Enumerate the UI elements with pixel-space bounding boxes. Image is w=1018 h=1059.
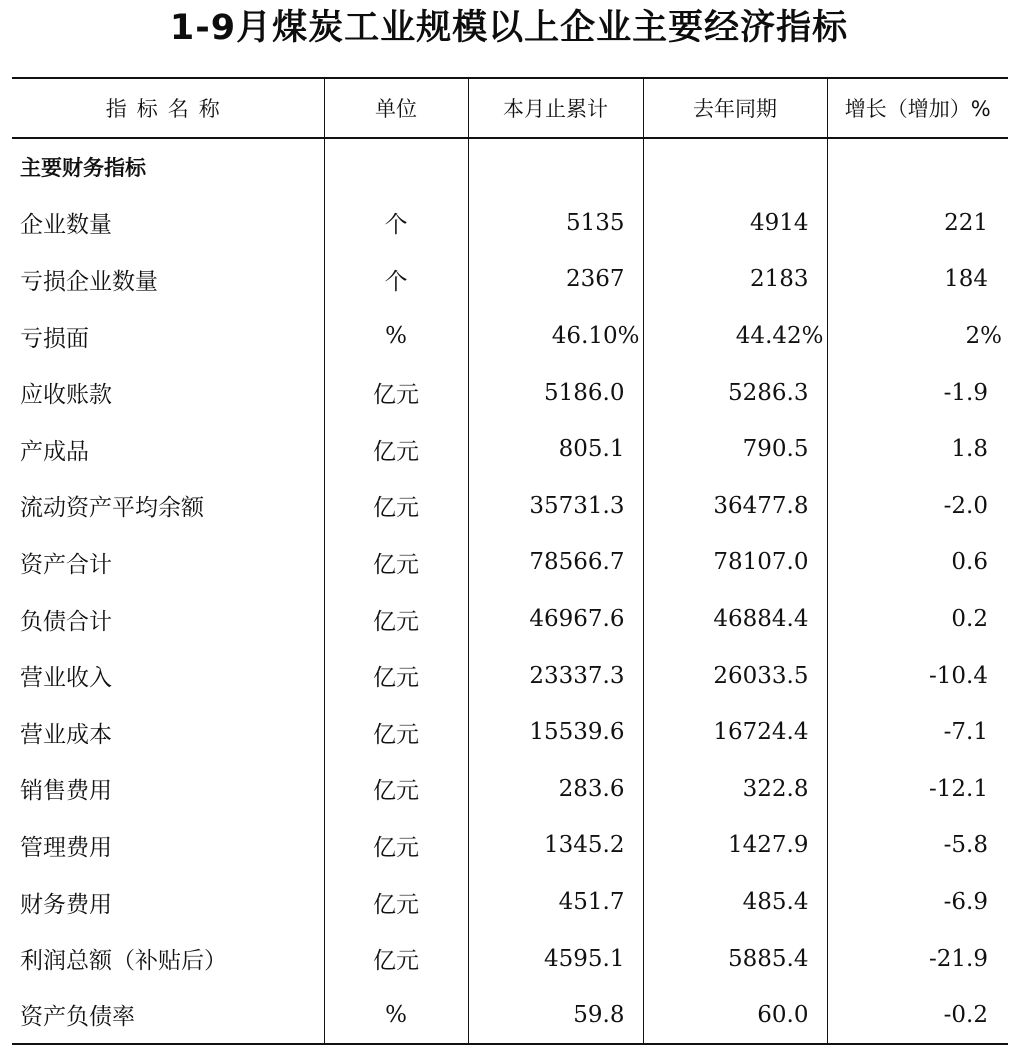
indicator-name: 流动资产平均余额 <box>20 495 204 522</box>
table-row <box>12 761 1008 818</box>
unit-cell: 个 <box>324 251 468 308</box>
unit-cell: 亿元 <box>324 591 468 648</box>
current-value: 1345.2 <box>468 817 643 874</box>
change-value: 1.8 <box>827 421 1008 478</box>
change-value: -21.9 <box>827 930 1008 987</box>
unit-cell: 亿元 <box>324 817 468 874</box>
change-value: -2.0 <box>827 478 1008 535</box>
current-value: 5135 <box>468 195 643 252</box>
page-title: 1-9月煤炭工业规模以上企业主要经济指标 <box>169 8 849 48</box>
section-row <box>12 138 1008 195</box>
unit-cell: 亿元 <box>324 534 468 591</box>
unit-cell: 亿元 <box>324 761 468 818</box>
change-value: -1.9 <box>827 364 1008 421</box>
table-row <box>12 647 1008 704</box>
prior-value: 1427.9 <box>643 817 827 874</box>
table-row <box>12 195 1008 252</box>
indicator-name: 利润总额（补贴后） <box>20 948 227 975</box>
header-row <box>12 78 1008 138</box>
unit-cell: % <box>324 308 468 365</box>
current-value: 4595.1 <box>468 930 643 987</box>
current-value: 35731.3 <box>468 478 643 535</box>
table-body <box>12 138 1008 1044</box>
current-value: 15539.6 <box>468 704 643 761</box>
indicator-name: 应收账款 <box>20 382 112 409</box>
indicator-name: 营业成本 <box>20 721 112 748</box>
indicator-name: 亏损面 <box>20 325 89 352</box>
unit-cell: 亿元 <box>324 478 468 535</box>
current-value: 59.8 <box>468 987 643 1044</box>
indicator-name: 资产负债率 <box>12 987 324 1044</box>
indicator-name: 企业数量 <box>20 212 112 239</box>
current-value: 2367 <box>468 251 643 308</box>
unit-cell: 个 <box>324 195 468 252</box>
prior-value: 46884.4 <box>643 591 827 648</box>
table-row <box>12 308 1008 365</box>
indicator-name: 亏损企业数量 <box>20 268 158 295</box>
change-value: -10.4 <box>827 647 1008 704</box>
indicator-name: 营业收入 <box>20 665 112 692</box>
change-value: 184 <box>827 251 1008 308</box>
prior-value: 78107.0 <box>643 534 827 591</box>
header-prior-year: 去年同期 <box>643 78 827 138</box>
current-value: 5186.0 <box>468 364 643 421</box>
indicator-name: 负债合计 <box>20 608 112 635</box>
prior-value: 44.42% <box>643 308 827 365</box>
current-value: 78566.7 <box>468 534 643 591</box>
prior-value: 16724.4 <box>643 704 827 761</box>
table-header <box>12 78 1008 138</box>
unit-cell: 亿元 <box>324 647 468 704</box>
current-value: 283.6 <box>468 761 643 818</box>
table-row <box>12 987 1008 1044</box>
unit-cell: 亿元 <box>324 874 468 931</box>
section-empty-cell <box>643 138 827 195</box>
prior-value: 5885.4 <box>643 930 827 987</box>
table-row <box>12 704 1008 761</box>
table-row <box>12 874 1008 931</box>
indicator-name: 销售费用 <box>20 778 112 805</box>
prior-value: 4914 <box>643 195 827 252</box>
indicator-name: 资产合计 <box>20 551 112 578</box>
indicator-name: 财务费用 <box>20 891 112 918</box>
prior-value: 322.8 <box>643 761 827 818</box>
header-indicator-name: 指标名称 <box>12 78 324 138</box>
prior-value: 790.5 <box>643 421 827 478</box>
indicator-name: 产成品 <box>20 438 89 465</box>
prior-value: 60.0 <box>643 987 827 1044</box>
change-value: -6.9 <box>827 874 1008 931</box>
table-row <box>12 817 1008 874</box>
section-empty-cell <box>827 138 1008 195</box>
unit-cell: 亿元 <box>324 930 468 987</box>
header-current-cumulative: 本月止累计 <box>468 78 643 138</box>
current-value: 46967.6 <box>468 591 643 648</box>
header-unit: 单位 <box>324 78 468 138</box>
prior-value: 2183 <box>643 251 827 308</box>
current-value: 23337.3 <box>468 647 643 704</box>
change-value: 0.6 <box>827 534 1008 591</box>
section-label: 主要财务指标 <box>20 155 146 180</box>
table-row <box>12 421 1008 478</box>
unit-cell: 亿元 <box>324 364 468 421</box>
change-value: 2% <box>827 308 1008 365</box>
change-value: 221 <box>827 195 1008 252</box>
prior-value: 26033.5 <box>643 647 827 704</box>
indicator-table <box>12 77 1008 1045</box>
change-value: -12.1 <box>827 761 1008 818</box>
prior-value: 485.4 <box>643 874 827 931</box>
unit-cell: 亿元 <box>324 421 468 478</box>
change-value: -5.8 <box>827 817 1008 874</box>
table-row <box>12 534 1008 591</box>
table-row <box>12 591 1008 648</box>
table-row <box>12 478 1008 535</box>
table-row <box>12 930 1008 987</box>
table-row <box>12 251 1008 308</box>
indicator-name: 管理费用 <box>20 834 112 861</box>
change-value: -0.2 <box>827 987 1008 1044</box>
section-empty-cell <box>324 138 468 195</box>
current-value: 46.10% <box>468 308 643 365</box>
header-growth: 增长（增加）% <box>827 78 1008 138</box>
section-empty-cell <box>468 138 643 195</box>
current-value: 805.1 <box>468 421 643 478</box>
unit-cell: 亿元 <box>324 704 468 761</box>
current-value: 451.7 <box>468 874 643 931</box>
prior-value: 36477.8 <box>643 478 827 535</box>
change-value: -7.1 <box>827 704 1008 761</box>
table-row <box>12 364 1008 421</box>
unit-cell: % <box>324 987 468 1044</box>
prior-value: 5286.3 <box>643 364 827 421</box>
change-value: 0.2 <box>827 591 1008 648</box>
